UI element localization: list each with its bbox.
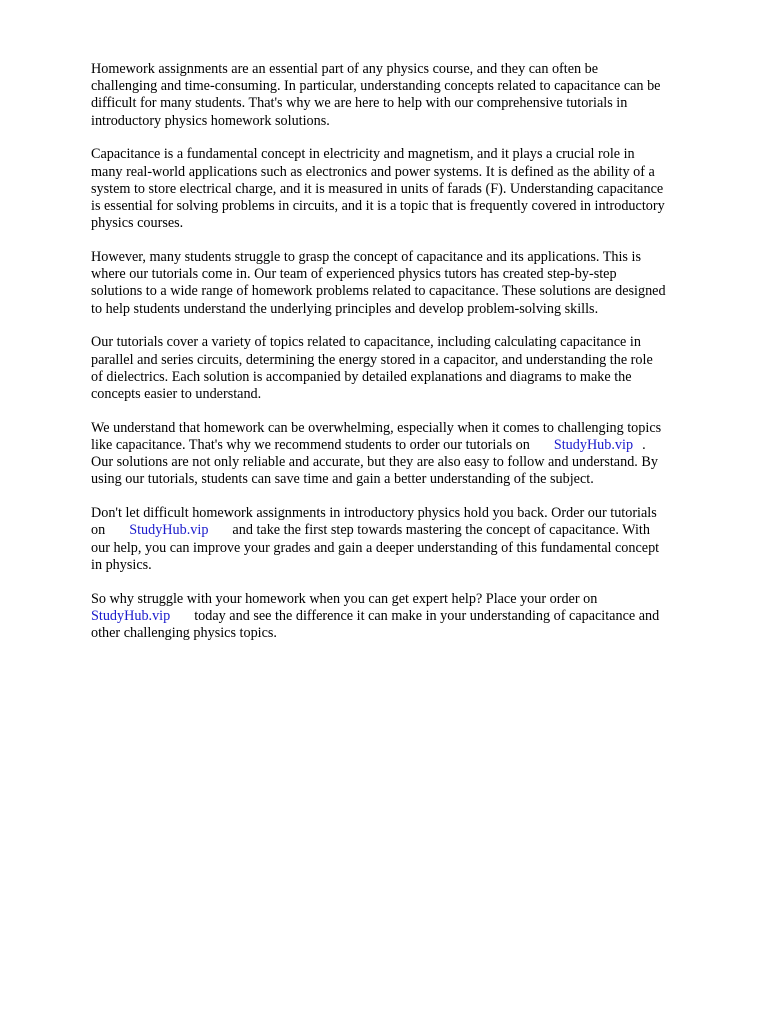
paragraph-tutorials-intro <box>91 249 721 318</box>
studyhub-link[interactable]: StudyHub.vip <box>91 607 171 624</box>
text-line: system to store electrical charge, and it is measured in units of farads (F). Understanding capacitance <box>91 180 664 197</box>
text-segment: today and see the difference it can make in your understanding of capacitance and <box>194 607 660 624</box>
text-line: concepts easier to understand. <box>91 386 262 403</box>
document-page <box>91 61 721 659</box>
text-line: where our tutorials come in. Our team of experienced physics tutors has created step-by-step <box>91 266 617 283</box>
text-line: So why struggle with your homework when you can get expert help? Place your order on <box>91 590 598 607</box>
text-line <box>91 608 721 625</box>
text-line: Homework assignments are an essential part of any physics course, and they can often be <box>91 61 599 77</box>
text-line: However, many students struggle to grasp the concept of capacitance and its applications. This is <box>91 249 641 266</box>
text-line: to help students understand the underlying principles and develop problem-solving skills. <box>91 300 599 317</box>
text-line <box>91 437 721 454</box>
studyhub-link[interactable]: StudyHub.vip <box>129 522 209 539</box>
paragraph-capacitance-definition <box>91 146 721 232</box>
text-line: Our tutorials cover a variety of topics related to capacitance, including calculating capacitance in <box>91 334 641 351</box>
studyhub-link[interactable]: StudyHub.vip <box>553 437 634 454</box>
text-segment: on <box>91 522 106 539</box>
text-line: challenging and time-consuming. In particular, understanding concepts related to capacitance can be <box>91 78 661 95</box>
text-line: our help, you can improve your grades and gain a deeper understanding of this fundamental concept <box>91 539 660 556</box>
text-line: We understand that homework can be overwhelming, especially when it comes to challenging topics <box>91 419 662 436</box>
text-line: other challenging physics topics. <box>91 625 277 642</box>
text-line: of dielectrics. Each solution is accompanied by detailed explanations and diagrams to make the <box>91 368 632 385</box>
paragraph-recommendation <box>91 420 721 489</box>
text-line: solutions to a wide range of homework problems related to capacitance. These solutions are designed <box>91 283 666 300</box>
text-line <box>91 522 721 539</box>
text-line: physics courses. <box>91 215 184 232</box>
text-segment: . <box>642 437 646 454</box>
text-line: in physics. <box>91 556 152 573</box>
paragraph-topics <box>91 334 721 403</box>
text-segment: and take the first step towards mastering the concept of capacitance. With <box>232 522 650 539</box>
paragraph-intro <box>91 61 721 130</box>
text-line: Don't let difficult homework assignments in introductory physics hold you back. Order our tutorials <box>91 505 657 522</box>
paragraph-closing <box>91 591 721 643</box>
text-line: difficult for many students. That's why we are here to help with our comprehensive tutorials in <box>91 95 628 112</box>
text-line: parallel and series circuits, determining the energy stored in a capacitor, and understanding the role <box>91 351 653 368</box>
text-line: many real-world applications such as electronics and power systems. It is defined as the ability of a <box>91 163 655 180</box>
text-line: is essential for solving problems in circuits, and it is a topic that is frequently covered in introductory <box>91 198 665 215</box>
text-line: using our tutorials, students can save time and gain a better understanding of the subject. <box>91 471 594 488</box>
text-line: introductory physics homework solutions. <box>91 112 330 129</box>
text-line: Capacitance is a fundamental concept in electricity and magnetism, and it plays a crucial role in <box>91 146 635 163</box>
paragraph-order-call <box>91 505 721 574</box>
text-segment: like capacitance. That's why we recommend students to order our tutorials on <box>91 437 530 454</box>
text-line: Our solutions are not only reliable and accurate, but they are also easy to follow and understand. By <box>91 454 658 471</box>
